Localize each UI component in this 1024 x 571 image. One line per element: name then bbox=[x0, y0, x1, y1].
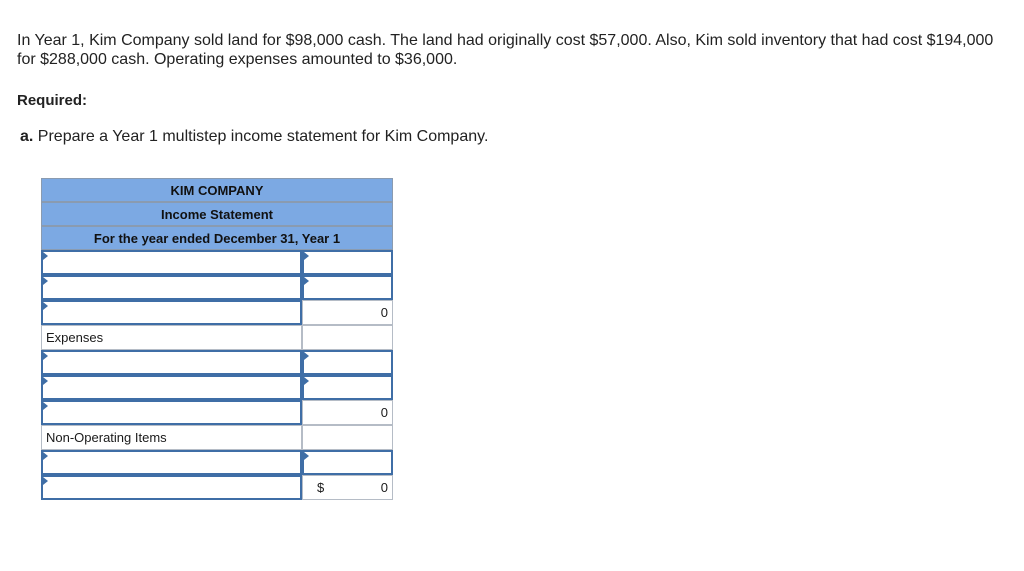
statement-row bbox=[41, 250, 393, 275]
net-income-total-cell bbox=[302, 475, 393, 500]
statement-row bbox=[41, 475, 393, 500]
label-input-cell[interactable] bbox=[41, 275, 302, 300]
dropdown-marker-icon bbox=[43, 302, 48, 310]
input-marker-icon bbox=[304, 252, 309, 260]
amount-empty-cell bbox=[302, 425, 393, 450]
amount-empty-cell bbox=[302, 325, 393, 350]
statement-row bbox=[41, 300, 393, 325]
section-label-cell bbox=[41, 425, 302, 450]
question-text: Prepare a Year 1 multistep income statement for Kim Company. bbox=[37, 128, 489, 145]
income-statement-table bbox=[41, 178, 393, 500]
amount-total-cell bbox=[302, 300, 393, 325]
label-input-cell[interactable] bbox=[41, 250, 302, 275]
amount-input-cell[interactable] bbox=[302, 250, 393, 275]
dollar-sign: $ bbox=[317, 480, 325, 495]
amount-total-cell bbox=[302, 400, 393, 425]
question-letter: a. bbox=[20, 128, 34, 145]
statement-period-header: For the year ended December 31, Year 1 bbox=[41, 226, 393, 250]
input-marker-icon bbox=[304, 277, 309, 285]
label-input-cell[interactable] bbox=[41, 375, 302, 400]
company-name-header: KIM COMPANY bbox=[41, 178, 393, 202]
dropdown-marker-icon bbox=[43, 452, 48, 460]
required-label: Required: bbox=[17, 92, 88, 109]
dropdown-marker-icon bbox=[43, 352, 48, 360]
label-input-cell[interactable] bbox=[41, 350, 302, 375]
label-input-cell[interactable] bbox=[41, 475, 302, 500]
amount-text: 0 bbox=[380, 305, 388, 320]
section-label-cell bbox=[41, 325, 302, 350]
label-input-cell[interactable] bbox=[41, 400, 302, 425]
input-marker-icon bbox=[304, 377, 309, 385]
statement-row bbox=[41, 400, 393, 425]
statement-title-header: Income Statement bbox=[41, 202, 393, 226]
section-label-non-operating: Non-Operating Items bbox=[46, 430, 167, 445]
amount-input-cell[interactable] bbox=[302, 275, 393, 300]
statement-row bbox=[41, 375, 393, 400]
statement-row bbox=[41, 275, 393, 300]
amount-input-cell[interactable] bbox=[302, 450, 393, 475]
question bbox=[20, 128, 488, 146]
input-marker-icon bbox=[304, 452, 309, 460]
statement-row bbox=[41, 425, 393, 450]
dropdown-marker-icon bbox=[43, 402, 48, 410]
dropdown-marker-icon bbox=[43, 477, 48, 485]
problem-statement: In Year 1, Kim Company sold land for $98,000 cash. The land had originally cost $57,000. Also, Kim sold inventory that had cost $194,000 for $288,000 cash. Operating expenses amounted to $36,000. bbox=[17, 32, 994, 68]
dropdown-marker-icon bbox=[43, 377, 48, 385]
amount-text: 0 bbox=[380, 480, 388, 495]
amount-input-cell[interactable] bbox=[302, 375, 393, 400]
input-marker-icon bbox=[304, 352, 309, 360]
statement-row bbox=[41, 325, 393, 350]
amount-text: 0 bbox=[380, 405, 388, 420]
section-label-expenses: Expenses bbox=[46, 330, 104, 345]
amount-input-cell[interactable] bbox=[302, 350, 393, 375]
statement-row bbox=[41, 450, 393, 475]
label-input-cell[interactable] bbox=[41, 450, 302, 475]
label-input-cell[interactable] bbox=[41, 300, 302, 325]
dropdown-marker-icon bbox=[43, 277, 48, 285]
dropdown-marker-icon bbox=[43, 252, 48, 260]
statement-row bbox=[41, 350, 393, 375]
